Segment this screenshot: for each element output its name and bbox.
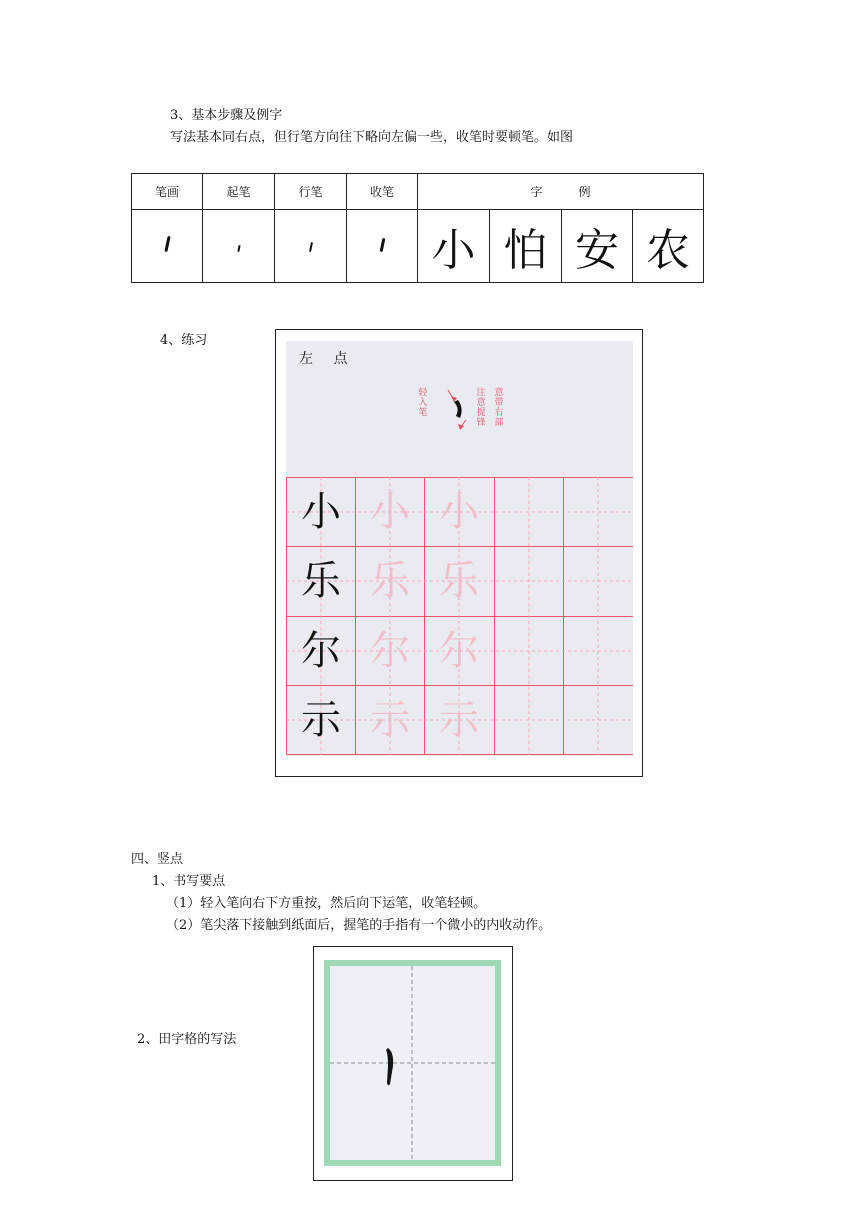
trace-char: 小: [439, 489, 479, 535]
stroke-end-mark: [379, 237, 385, 251]
trace-char: 尔: [370, 628, 410, 674]
model-char: 尔: [301, 628, 341, 674]
trace-char: 小: [370, 489, 410, 535]
stroke-full-mark: [164, 236, 170, 252]
example-cell: [562, 210, 633, 283]
section-description: 写法基本同右点，但行笔方向往下略向左偏一些，收笔时要顿笔。如图: [170, 130, 574, 145]
model-char: 示: [301, 697, 341, 743]
subsection-heading: 1、书写要点: [152, 874, 226, 889]
tian-grid-lines: [330, 966, 495, 1160]
table-header: 行笔: [275, 174, 347, 210]
stroke-table: [131, 173, 704, 283]
example-char: 农: [646, 225, 690, 276]
stroke-start-mark: [237, 244, 240, 251]
stroke-end-cell: [347, 210, 418, 283]
dot-stroke-shape: [454, 400, 462, 418]
trace-char: 尔: [439, 628, 479, 674]
model-char: 乐: [301, 558, 341, 604]
example-cell: [490, 210, 562, 283]
note-lead-right: 意带右部: [494, 388, 504, 428]
example-char: 安: [575, 225, 619, 276]
stroke-move-cell: [275, 210, 347, 283]
vertical-dot-stroke: [386, 1048, 393, 1085]
example-cell: [633, 210, 704, 283]
trace-char: 乐: [370, 558, 410, 604]
practice-heading: 4、练习: [160, 333, 208, 348]
note-lift-tip: 注意提锋: [476, 388, 486, 428]
stroke-full-cell: [132, 210, 203, 283]
subsection-heading: 2、田字格的写法: [137, 1032, 237, 1047]
sheet-title: 左 点: [299, 351, 356, 367]
table-header: 字 例: [418, 174, 704, 210]
table-header: 笔画: [132, 174, 203, 210]
trace-char: 示: [370, 697, 410, 743]
note-light-entry: 轻入笔: [418, 388, 428, 418]
writing-point: （1）轻入笔向右下方重按，然后向下运笔，收笔轻顿。: [166, 896, 487, 911]
example-char: 怕: [503, 225, 548, 276]
trace-char: 乐: [439, 558, 479, 604]
stroke-move-mark: [308, 241, 312, 251]
dot-stroke-illustration: [440, 386, 474, 436]
table-header: 起笔: [203, 174, 275, 210]
model-char: 小: [301, 489, 341, 535]
table-header: 收笔: [347, 174, 418, 210]
stroke-start-cell: [203, 210, 275, 283]
exit-arrowhead: [458, 424, 464, 430]
practice-grid: [286, 477, 633, 755]
example-cell: [418, 210, 490, 283]
trace-char: 示: [439, 697, 479, 743]
example-char: 小: [431, 225, 476, 276]
section-heading: 3、基本步骤及例字: [170, 108, 283, 123]
part-heading: 四、竖点: [131, 852, 184, 867]
writing-point: （2）笔尖落下接触到纸面后，握笔的手指有一个微小的内收动作。: [166, 918, 552, 933]
tian-grid-box: [324, 960, 501, 1166]
